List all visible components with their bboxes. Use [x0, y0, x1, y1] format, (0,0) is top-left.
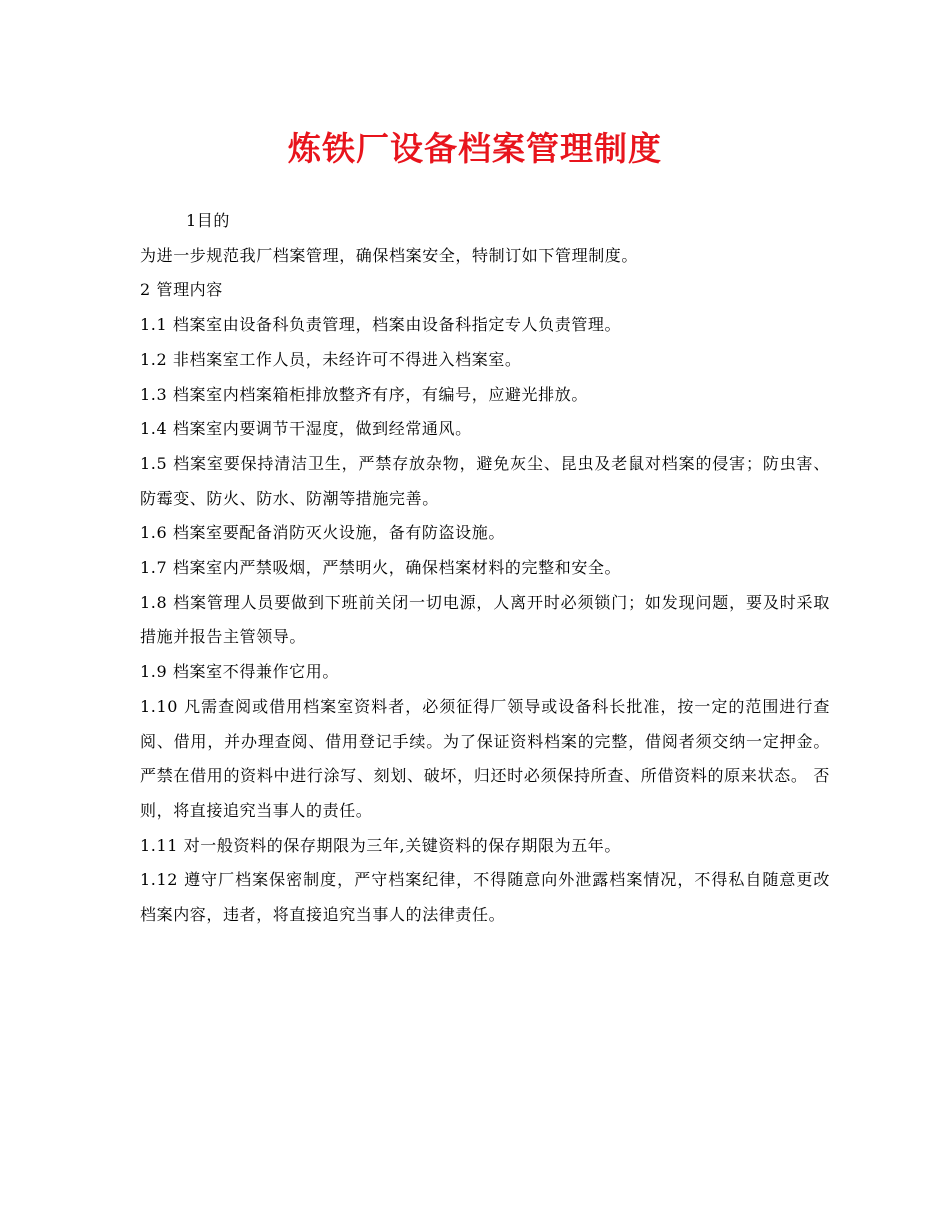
document-title: 炼铁厂设备档案管理制度 — [288, 129, 662, 168]
clause-1-10: 1.10 凡需查阅或借用档案室资料者，必须征得厂领导或设备科长批准，按一定的范围进行查阅、借用，并办理查阅、借用登记手续。为了保证资料档案的完整，借阅者须交纳一定押金。严禁在借用的资料中进行涂写、刻划、破坏，归还时必须保持所查、所借资料的原来状态。 否则，将直接追究当事人的责任。 — [140, 696, 830, 820]
document-page — [140, 0, 830, 1230]
clause-1-5: 1.5 档案室要保持清洁卫生，严禁存放杂物，避免灰尘、昆虫及老鼠对档案的侵害；防虫害、防霉变、防火、防水、防潮等措施完善。 — [140, 453, 830, 508]
document-body — [140, 204, 830, 933]
paragraph-purpose: 为进一步规范我厂档案管理，确保档案安全，特制订如下管理制度。 — [140, 245, 639, 265]
clause-1-2: 1.2 非档案室工作人员，未经许可不得进入档案室。 — [140, 349, 522, 369]
section-heading-purpose: 1目的 — [186, 211, 230, 230]
clause-1-1: 1.1 档案室由设备科负责管理，档案由设备科指定专人负责管理。 — [140, 315, 622, 335]
clause-1-11: 1.11 对一般资料的保存期限为三年,关键资料的保存期限为五年。 — [140, 835, 621, 855]
section-heading-content: 2 管理内容 — [140, 280, 223, 300]
clause-1-8: 1.8 档案管理人员要做到下班前关闭一切电源，人离开时必须锁门；如发现问题，要及时采取措施并报告主管领导。 — [140, 592, 830, 647]
clause-1-6: 1.6 档案室要配备消防灭火设施，备有防盗设施。 — [140, 523, 505, 543]
clause-1-7: 1.7 档案室内严禁吸烟，严禁明火，确保档案材料的完整和安全。 — [140, 558, 622, 578]
clause-1-4: 1.4 档案室内要调节干湿度，做到经常通风。 — [140, 419, 472, 439]
clause-1-9: 1.9 档案室不得兼作它用。 — [140, 662, 339, 682]
clause-1-3: 1.3 档案室内档案箱柜排放整齐有序，有编号，应避光排放。 — [140, 384, 588, 404]
clause-1-12: 1.12 遵守厂档案保密制度，严守档案纪律，不得随意向外泄露档案情况，不得私自随意更改档案内容，违者，将直接追究当事人的法律责任。 — [140, 870, 830, 925]
